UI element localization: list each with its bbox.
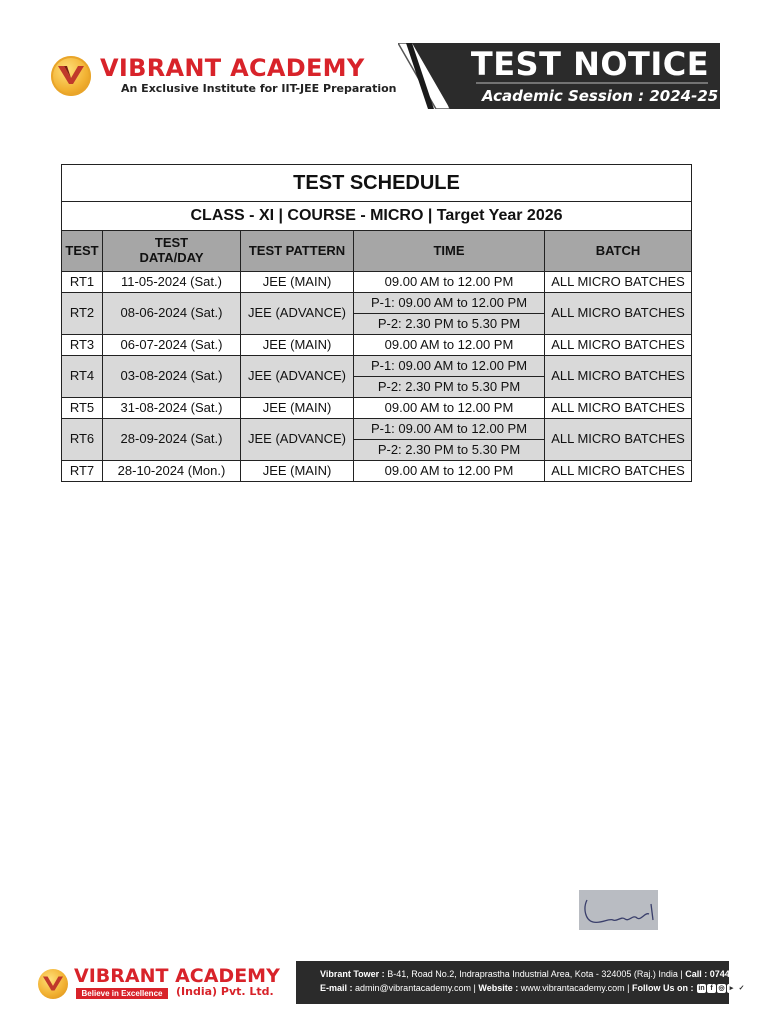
- cell-time-paper-1: P-1: 09.00 AM to 12.00 PM: [354, 293, 545, 314]
- col-header-batch: BATCH: [545, 231, 692, 272]
- cell-date: 28-09-2024 (Sat.): [103, 419, 241, 461]
- cell-time: 09.00 AM to 12.00 PM: [354, 398, 545, 419]
- cell-pattern: JEE (ADVANCE): [241, 419, 354, 461]
- cell-time-paper-2: P-2: 2.30 PM to 5.30 PM: [354, 377, 545, 398]
- cell-time: 09.00 AM to 12.00 PM: [354, 335, 545, 356]
- table-header-row: [62, 231, 692, 272]
- table-row: [62, 293, 692, 314]
- col-header-date: [103, 231, 241, 272]
- email-link[interactable]: admin@vibrantacademy.com |: [355, 983, 476, 993]
- cell-time: 09.00 AM to 12.00 PM: [354, 272, 545, 293]
- signature-image: [579, 890, 658, 930]
- col-header-date-line2: DATA/DAY: [139, 250, 204, 265]
- cell-test: RT6: [62, 419, 103, 461]
- cell-batch: ALL MICRO BATCHES: [545, 272, 692, 293]
- notice-title: TEST NOTICE: [470, 45, 710, 83]
- cell-time-paper-1: P-1: 09.00 AM to 12.00 PM: [354, 356, 545, 377]
- cell-batch: ALL MICRO BATCHES: [545, 419, 692, 461]
- address-text: B-41, Road No.2, Indraprastha Industrial Area, Kota - 324005 (Raj.) India |: [387, 969, 683, 979]
- cell-pattern: JEE (MAIN): [241, 335, 354, 356]
- table-row: [62, 461, 692, 482]
- cell-batch: ALL MICRO BATCHES: [545, 398, 692, 419]
- cell-date: 08-06-2024 (Sat.): [103, 293, 241, 335]
- website-link[interactable]: www.vibrantacademy.com |: [520, 983, 630, 993]
- cell-test: RT1: [62, 272, 103, 293]
- academic-session: Academic Session : 2024-25: [482, 87, 719, 105]
- cell-time-paper-2: P-2: 2.30 PM to 5.30 PM: [354, 440, 545, 461]
- table-row: [62, 398, 692, 419]
- cell-time-paper-1: P-1: 09.00 AM to 12.00 PM: [354, 419, 545, 440]
- footer-slogan: Believe in Excellence: [76, 988, 168, 999]
- col-header-pattern: TEST PATTERN: [241, 231, 354, 272]
- cell-test: RT7: [62, 461, 103, 482]
- brand-name: VIBRANT ACADEMY: [100, 54, 365, 82]
- col-header-test: TEST: [62, 231, 103, 272]
- table-row: [62, 272, 692, 293]
- logo-emblem-icon: [57, 64, 85, 86]
- footer-contact-line: [320, 983, 746, 993]
- cell-pattern: JEE (MAIN): [241, 461, 354, 482]
- table-row: [62, 356, 692, 377]
- linkedin-icon[interactable]: in: [698, 985, 705, 993]
- cell-test: RT5: [62, 398, 103, 419]
- cell-test: RT2: [62, 293, 103, 335]
- cell-pattern: JEE (ADVANCE): [241, 356, 354, 398]
- footer-logo: [38, 969, 68, 999]
- brand-tagline: An Exclusive Institute for IIT-JEE Preparation: [121, 82, 397, 95]
- cell-time: 09.00 AM to 12.00 PM: [354, 461, 545, 482]
- facebook-icon[interactable]: f: [707, 984, 716, 993]
- cell-date: 06-07-2024 (Sat.): [103, 335, 241, 356]
- cell-batch: ALL MICRO BATCHES: [545, 356, 692, 398]
- table-row: [62, 335, 692, 356]
- cell-pattern: JEE (ADVANCE): [241, 293, 354, 335]
- cell-pattern: JEE (MAIN): [241, 398, 354, 419]
- cell-batch: ALL MICRO BATCHES: [545, 461, 692, 482]
- schedule-title: TEST SCHEDULE: [62, 165, 692, 202]
- instagram-icon[interactable]: ◎: [718, 985, 725, 993]
- follow-label: Follow Us on :: [632, 983, 694, 993]
- twitter-icon[interactable]: ✓: [738, 985, 745, 993]
- cell-pattern: JEE (MAIN): [241, 272, 354, 293]
- test-schedule-table: [61, 164, 692, 482]
- col-header-time: TIME: [354, 231, 545, 272]
- footer-logo-emblem-icon: [42, 975, 64, 992]
- schedule-subtitle: CLASS - XI | COURSE - MICRO | Target Year 2026: [62, 202, 692, 231]
- table-row: [62, 419, 692, 440]
- footer-company-suffix: (India) Pvt. Ltd.: [176, 985, 274, 998]
- address-label: Vibrant Tower :: [320, 969, 385, 979]
- vibrant-academy-logo: [51, 56, 91, 96]
- cell-date: 28-10-2024 (Mon.): [103, 461, 241, 482]
- signature-scribble-icon: [579, 890, 658, 930]
- cell-test: RT4: [62, 356, 103, 398]
- youtube-icon[interactable]: ▸: [727, 984, 736, 993]
- cell-date: 03-08-2024 (Sat.): [103, 356, 241, 398]
- cell-test: RT3: [62, 335, 103, 356]
- cell-date: 11-05-2024 (Sat.): [103, 272, 241, 293]
- email-label: E-mail :: [320, 983, 353, 993]
- call-number: 0744-3507788: [709, 969, 768, 979]
- cell-time-paper-2: P-2: 2.30 PM to 5.30 PM: [354, 314, 545, 335]
- footer-address-line: [320, 969, 768, 979]
- cell-batch: ALL MICRO BATCHES: [545, 335, 692, 356]
- footer-brand: VIBRANT ACADEMY: [74, 965, 280, 987]
- website-label: Website :: [478, 983, 519, 993]
- cell-batch: ALL MICRO BATCHES: [545, 293, 692, 335]
- cell-date: 31-08-2024 (Sat.): [103, 398, 241, 419]
- call-label: Call :: [685, 969, 708, 979]
- col-header-date-line1: TEST: [154, 235, 189, 251]
